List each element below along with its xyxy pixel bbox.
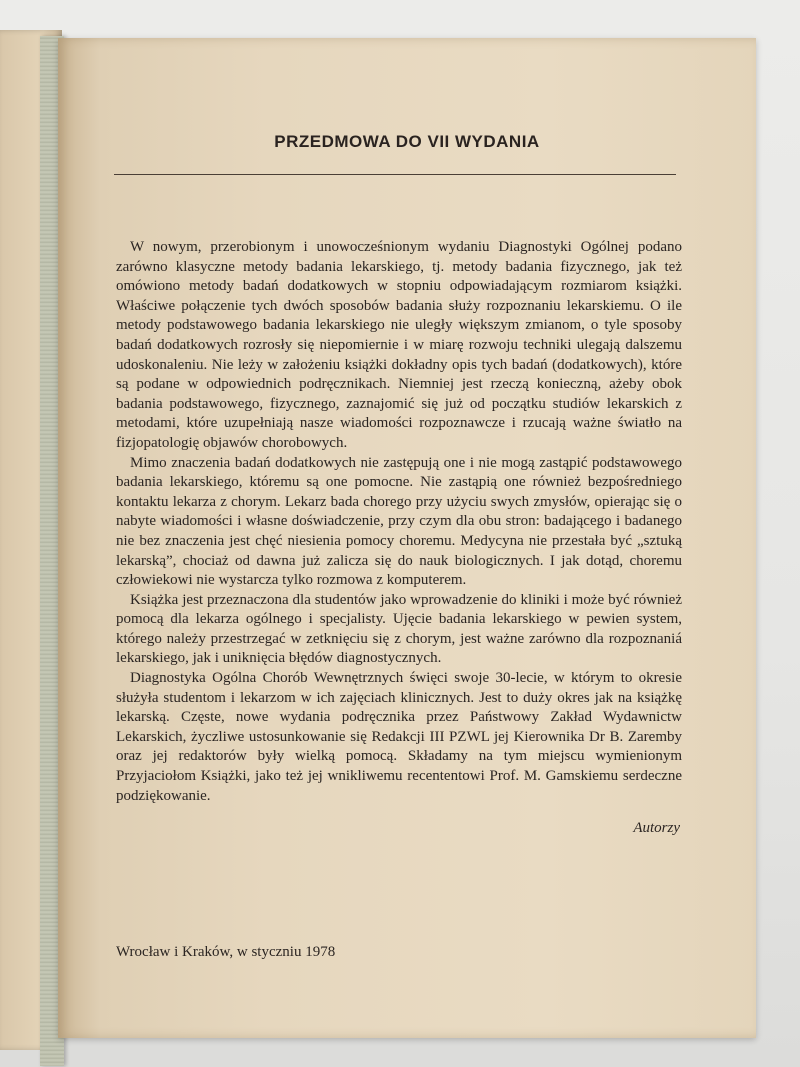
paragraph: Książka jest przeznaczona dla studentów jako wprowadzenie do kliniki i może być również pomocą dla lekarza ogólnego i specjalisty. Ujęcie badania lekarskiego w pewien system, którego należy przestrzegać w zetknięciu się z chorym, jest ważne zarówno dla rozpoznaniá lekarskiego, jak i uniknięcia błędów diagnostycznych. xyxy=(116,591,682,667)
book-page xyxy=(58,38,756,1038)
preface-body xyxy=(116,238,682,806)
paragraph: Diagnostyka Ogólna Chorób Wewnętrznych święci swoje 30-lecie, w którym to okresie służyła studentom i lekarzom w ich zajęciach klinicznych. Jest to duży okres jak na książkę lekarską. Częste, nowe wydania podręcznika przez Państwowy Zakład Wydawnictw Lekarskich, życzliwe ustosunkowanie się Redakcji III PZWL jej Kierownika Dr B. Zaremby oraz jej redaktorów były wielką pomocą. Składamy na tym miejscu wymienionym Przyjaciołom Książki, jako też jej wnikliwemu recententowi Prof. M. Gamskiemu serdeczne podziękowanie. xyxy=(116,670,682,804)
place-and-date: Wrocław i Kraków, w styczniu 1978 xyxy=(116,944,336,960)
page-heading: PRZEDMOWA DO VII WYDANIA xyxy=(274,132,540,151)
paragraph: Mimo znaczenia badań dodatkowych nie zastępują one i nie mogą zastąpić podstawowego badania lekarskiego, któremu są one pomocne. Nie zastąpią one również bezpośredniego kontaktu lekarza z chorym. Lekarz bada chorego przy użyciu swych zmysłów, opierając się o nabyte wiadomości i własne doświadczenie, przy czym dla obu stron: badającego i badanego nie bez znaczenia jest chęć niesienia pomocy choremu. Medycyna nie przestała być „sztuką lekarską”, chociaż od dawna już zalicza się do nauk biologicznych. I jak dotąd, choremu człowiekowi nie wystarcza tylko rozmowa z komputerem. xyxy=(116,454,682,589)
authors-signature: Autorzy xyxy=(633,820,680,836)
heading-divider xyxy=(114,174,676,175)
paragraph: W nowym, przerobionym i unowocześnionym wydaniu Diagnostyki Ogólnej podano zarówno klasyczne metody badania lekarskiego, tj. metody badania fizycznego, jak też omówiono metody badań dodatkowych w stopniu odpowiadającym rozmiarom książki. Właściwe połączenie tych dwóch sposobów badania służy rozpoznaniu lekarskiemu. O ile metody podstawowego badania lekarskiego nie uległy większym zmianom, o tyle sposoby badań dodatkowych rozrosły się niepomiernie i w miarę rozwoju techniki ulegają dalszemu udoskonaleniu. Nie leży w założeniu książki dokładny opis tych badań (dodatkowych), które są podane w odpowiednich podręcznikach. Niemniej jest rzeczą konieczną, ażeby obok badania podstawowego, fizycznego, zaznajomić się już od początku studiów lekarskich z metodami, które uzupełniają nasze wiadomości rozpoznawcze i rzucają ważne światło na fizjopatologię objawów chorobowych. xyxy=(116,239,682,451)
